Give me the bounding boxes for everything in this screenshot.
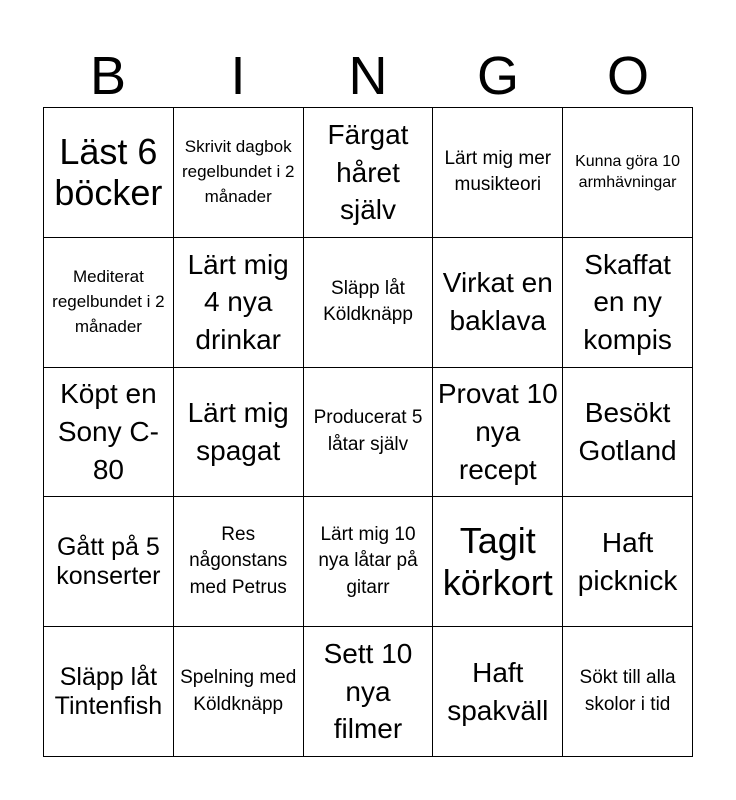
- bingo-cell-18[interactable]: Lärt mig 10 nya låtar på gitarr: [304, 497, 434, 627]
- bingo-grid: [43, 107, 693, 757]
- bingo-cell-9[interactable]: Virkat en baklava: [433, 238, 563, 368]
- bingo-cell-7[interactable]: Lärt mig 4 nya drinkar: [174, 238, 304, 368]
- bingo-cell-2[interactable]: Skrivit dagbok regelbundet i 2 månader: [174, 108, 304, 238]
- bingo-cell-16[interactable]: Gått på 5 konserter: [44, 497, 174, 627]
- bingo-cell-24[interactable]: Haft spakväll: [433, 627, 563, 757]
- bingo-cell-21[interactable]: Släpp låt Tintenfish: [44, 627, 174, 757]
- bingo-cell-23[interactable]: Sett 10 nya filmer: [304, 627, 434, 757]
- bingo-cell-13[interactable]: Producerat 5 låtar själv: [304, 368, 434, 498]
- bingo-cell-12[interactable]: Lärt mig spagat: [174, 368, 304, 498]
- bingo-cell-5[interactable]: Kunna göra 10 armhävningar: [563, 108, 693, 238]
- header-letter-b: B: [89, 46, 127, 106]
- bingo-cell-19[interactable]: Tagit körkort: [433, 497, 563, 627]
- bingo-cell-20[interactable]: Haft picknick: [563, 497, 693, 627]
- bingo-cell-15[interactable]: Besökt Gotland: [563, 368, 693, 498]
- bingo-cell-11[interactable]: Köpt en Sony C-80: [44, 368, 174, 498]
- bingo-cell-25[interactable]: Sökt till alla skolor i tid: [563, 627, 693, 757]
- header-letter-o: O: [606, 46, 649, 106]
- bingo-cell-14[interactable]: Provat 10 nya recept: [433, 368, 563, 498]
- bingo-cell-1[interactable]: Läst 6 böcker: [44, 108, 174, 238]
- bingo-cell-10[interactable]: Skaffat en ny kompis: [563, 238, 693, 368]
- bingo-cell-17[interactable]: Res någonstans med Petrus: [174, 497, 304, 627]
- bingo-cell-8[interactable]: Släpp låt Köldknäpp: [304, 238, 434, 368]
- bingo-header: [43, 44, 693, 108]
- bingo-cell-3[interactable]: Färgat håret själv: [304, 108, 434, 238]
- bingo-cell-6[interactable]: Mediterat regelbundet i 2 månader: [44, 238, 174, 368]
- bingo-cell-22[interactable]: Spelning med Köldknäpp: [174, 627, 304, 757]
- header-letter-n: N: [348, 46, 388, 106]
- header-letter-i: I: [230, 46, 246, 106]
- bingo-cell-4[interactable]: Lärt mig mer musikteori: [433, 108, 563, 238]
- header-letter-g: G: [476, 46, 519, 106]
